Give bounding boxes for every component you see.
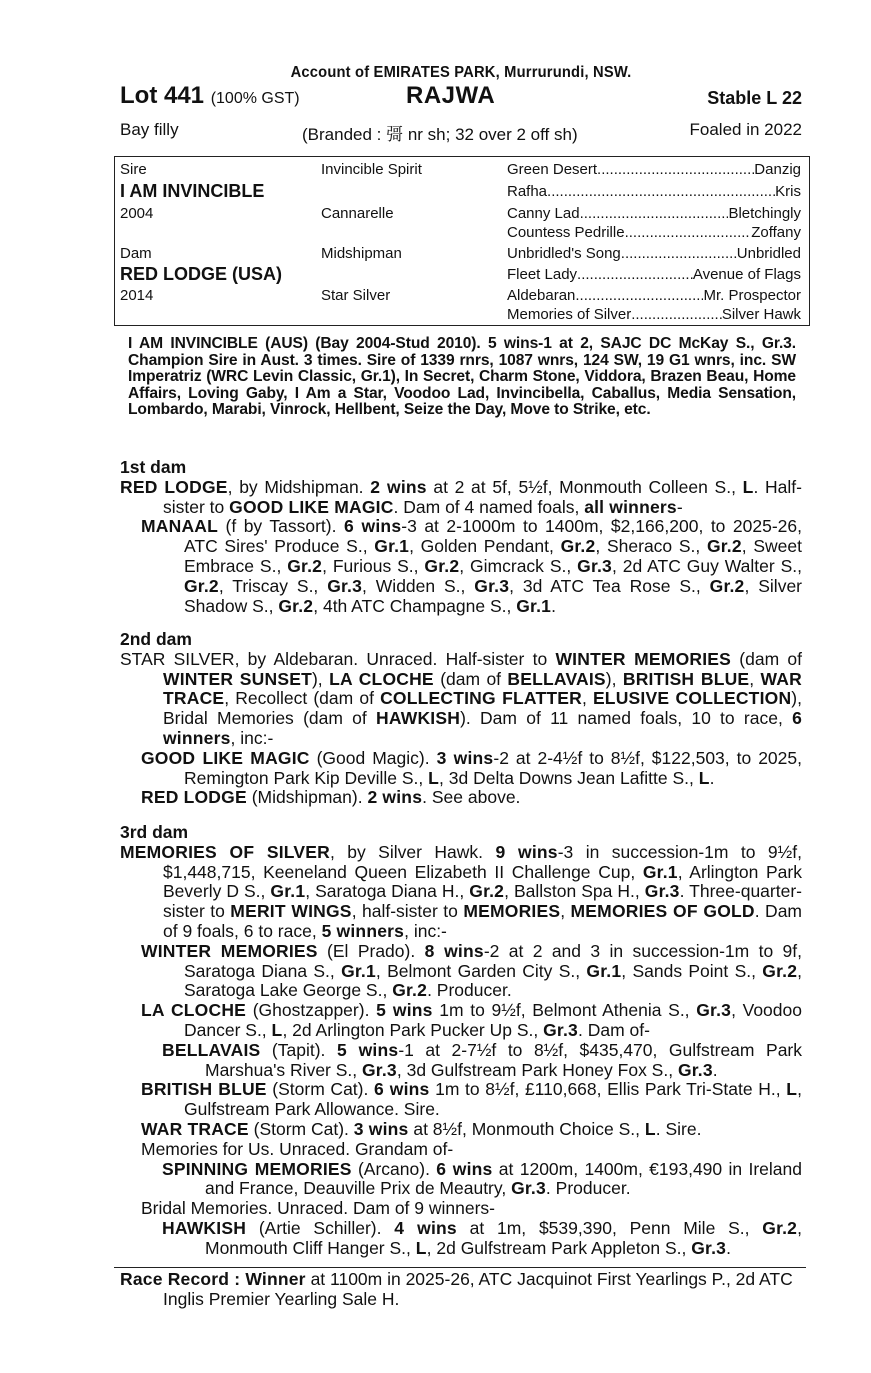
text-run: at 8½f, Monmouth Choice S., bbox=[408, 1118, 645, 1139]
ancestor-sire: Avenue of Flags bbox=[692, 266, 801, 283]
text-run: (dam of bbox=[433, 668, 508, 689]
text-run: , bbox=[560, 901, 571, 922]
bold-run: L bbox=[644, 1118, 656, 1139]
text-run: , Recollect (dam of bbox=[224, 688, 381, 709]
bold-run: Gr.2 bbox=[392, 980, 428, 1001]
section-heading: 1st dam bbox=[120, 457, 187, 477]
bold-run: WINTER SUNSET bbox=[163, 668, 312, 689]
progeny-paragraph bbox=[120, 749, 802, 789]
text-run: , Sweet Embrace S., bbox=[184, 536, 802, 576]
ancestor-sire: Danzig bbox=[754, 161, 801, 178]
text-run: . Dam of 9 foals, 6 to race, bbox=[163, 901, 802, 941]
divider bbox=[114, 1267, 806, 1268]
text-run: , Voodoo Dancer S., bbox=[184, 1000, 802, 1040]
text-run: Memories for Us. Unraced. Grandam of- bbox=[141, 1138, 454, 1159]
text-run: at 1200m, 1400m, €193,490 in Ireland and France, Deauville Prix de Meautry, bbox=[205, 1158, 802, 1199]
text-run: Bridal Memories. Unraced. Dam of 9 winners- bbox=[141, 1198, 496, 1219]
ancestor: Rafha bbox=[507, 183, 548, 200]
text-run: , Belmont Garden City S., bbox=[375, 960, 587, 981]
text-run: , Sheraco S., bbox=[595, 536, 707, 557]
progeny-paragraph bbox=[120, 942, 802, 1001]
ancestor: Memories of Silver bbox=[507, 306, 632, 323]
text-run: . Three-quarter-sister to bbox=[163, 881, 802, 922]
text-run: , 3d Delta Downs Jean Lafitte S., bbox=[439, 767, 699, 788]
bold-run: 3 wins bbox=[353, 1118, 409, 1139]
text-run: . bbox=[726, 1237, 731, 1258]
bold-run: BELLAVAIS bbox=[162, 1039, 261, 1060]
bold-run: Gr.2 bbox=[287, 555, 323, 576]
bold-run: Gr.3 bbox=[696, 1000, 732, 1021]
text-run: , Widden S., bbox=[362, 575, 475, 596]
text-run: . Dam of- bbox=[577, 1019, 650, 1040]
ancestor-row bbox=[507, 183, 801, 200]
section-heading: 2nd dam bbox=[120, 629, 192, 649]
text-run: . Producer. bbox=[427, 980, 512, 1001]
bold-run: Gr.2 bbox=[706, 536, 742, 557]
bold-run: Gr.2 bbox=[424, 555, 460, 576]
text-run: . See above. bbox=[422, 787, 521, 808]
section-heading: 3rd dam bbox=[120, 822, 189, 842]
progeny-paragraph bbox=[120, 1199, 802, 1219]
bold-run: GOOD LIKE MAGIC bbox=[229, 496, 394, 517]
text-run: 1m to 8½f, £110,668, Ellis Park Tri-State H., bbox=[429, 1079, 787, 1100]
ancestor-row bbox=[507, 287, 801, 304]
ancestor: Countess Pedrille bbox=[507, 224, 625, 241]
bold-run: Gr.3 bbox=[327, 575, 363, 596]
ancestor: Canny Lad bbox=[507, 205, 580, 222]
text-run: at 1m, $539,390, Penn Mile S., bbox=[456, 1217, 763, 1238]
text-run: - bbox=[676, 496, 683, 517]
bold-run: RED LODGE bbox=[141, 787, 247, 808]
leader-dots bbox=[631, 306, 722, 323]
bold-run: 6 wins bbox=[374, 1079, 430, 1100]
dam-paragraph bbox=[120, 843, 802, 942]
leader-dots bbox=[577, 266, 693, 283]
bold-run: RED LODGE bbox=[120, 476, 228, 497]
bold-run: MEMORIES OF SILVER bbox=[120, 841, 330, 862]
bold-run: 6 wins bbox=[436, 1158, 493, 1179]
bold-run: MEMORIES OF GOLD bbox=[570, 901, 755, 922]
text-run: , 2d Arlington Park Pucker Up S., bbox=[282, 1019, 544, 1040]
ancestor: Unbridled's Song bbox=[507, 245, 621, 262]
text-run: (Tapit). bbox=[260, 1039, 337, 1060]
bold-run: WAR TRACE bbox=[163, 668, 802, 709]
text-run: , Silver Shadow S., bbox=[184, 575, 802, 616]
text-run: . Dam of 4 named foals, bbox=[393, 496, 585, 517]
text-run: , Sands Point S., bbox=[621, 960, 763, 981]
bold-run: Gr.1 bbox=[374, 536, 410, 557]
text-run: (Storm Cat). bbox=[248, 1118, 354, 1139]
text-run: , inc:- bbox=[230, 727, 274, 748]
bold-run: Gr.3 bbox=[691, 1237, 727, 1258]
text-run: , 4th ATC Champagne S., bbox=[313, 595, 517, 616]
text-run: -3 in succession-1m to 9½f, $1,448,715, Keeneland Queen Elizabeth II Challenge Cup, bbox=[163, 841, 802, 882]
bold-run: 8 wins bbox=[424, 940, 484, 961]
bold-run: Gr.1 bbox=[270, 881, 306, 902]
bold-run: BRITISH BLUE bbox=[141, 1079, 267, 1100]
ancestor-sire: Silver Hawk bbox=[721, 306, 801, 323]
text-run: STAR SILVER, by Aldebaran. Unraced. Half-sister to bbox=[120, 648, 556, 669]
pedigree-table bbox=[114, 156, 810, 326]
progeny-paragraph bbox=[120, 1041, 802, 1081]
bold-run: MEMORIES bbox=[463, 901, 561, 922]
text-run: , 2d ATC Guy Walter S., bbox=[612, 555, 802, 576]
ancestor: Green Desert bbox=[507, 161, 598, 178]
bold-run: 2 wins bbox=[370, 476, 427, 497]
third-dam-section bbox=[120, 823, 802, 1259]
text-run: , 2d Gulfstream Park Appleton S., bbox=[426, 1237, 692, 1258]
ancestor-sire: Mr. Prospector bbox=[703, 287, 801, 304]
bold-run: Gr.2 bbox=[762, 960, 798, 981]
bold-run: L bbox=[415, 1237, 427, 1258]
bold-run: WINTER MEMORIES bbox=[141, 940, 318, 961]
progeny-paragraph bbox=[120, 1140, 802, 1160]
text-run: . bbox=[709, 767, 715, 788]
horse-sex: Bay filly bbox=[120, 120, 179, 139]
leader-dots bbox=[575, 287, 703, 304]
leader-dots bbox=[580, 205, 729, 222]
leader-dots bbox=[547, 183, 775, 200]
horse-name: RAJWA bbox=[406, 82, 496, 109]
text-run: , Triscay S., bbox=[218, 575, 328, 596]
bold-run: Gr.1 bbox=[642, 861, 678, 882]
text-run: (Storm Cat). bbox=[266, 1079, 374, 1100]
bold-run: LA CLOCHE bbox=[141, 1000, 247, 1021]
bold-run: L bbox=[271, 1019, 283, 1040]
bold-run: BRITISH BLUE bbox=[622, 668, 750, 689]
bold-run: 6 winners bbox=[163, 708, 802, 748]
text-run: , Saratoga Diana H., bbox=[305, 881, 470, 902]
bold-run: 4 wins bbox=[394, 1217, 457, 1238]
text-run: , inc:- bbox=[404, 920, 447, 941]
text-run: (Ghostzapper). bbox=[246, 1000, 377, 1021]
text-run: -3 at 2-1000m to 1400m, $2,166,200, to 2025-26, ATC Sires' Produce S., bbox=[184, 516, 802, 557]
progeny-paragraph bbox=[120, 1001, 802, 1041]
text-run: (dam of bbox=[731, 648, 802, 669]
text-run: , Arlington Park Beverly D S., bbox=[163, 861, 802, 902]
bold-run: 5 wins bbox=[336, 1039, 399, 1060]
bold-run: Gr.2 bbox=[278, 595, 314, 616]
bold-run: Gr.2 bbox=[560, 536, 596, 557]
text-run: 1m to 9½f, Belmont Athenia S., bbox=[432, 1000, 697, 1021]
sire-sire: Invincible Spirit bbox=[321, 161, 422, 178]
ancestor-row bbox=[507, 306, 801, 323]
first-dam-section bbox=[120, 458, 802, 616]
text-run: (Arcano). bbox=[351, 1158, 437, 1179]
text-run: . bbox=[712, 1059, 718, 1080]
race-record bbox=[120, 1270, 802, 1310]
text-run: , Saratoga Lake George S., bbox=[184, 960, 803, 1001]
text-run: (Good Magic). bbox=[309, 747, 437, 768]
bold-run: Gr.3 bbox=[474, 575, 510, 596]
text-run: . Sire. bbox=[655, 1118, 702, 1139]
ancestor-sire: Zoffany bbox=[751, 224, 801, 241]
leader-dots bbox=[625, 224, 752, 241]
text-run: , half-sister to bbox=[351, 901, 464, 922]
progeny-paragraph bbox=[120, 517, 802, 616]
text-run: , by Silver Hawk. bbox=[329, 841, 496, 862]
bold-run: L bbox=[428, 767, 440, 788]
progeny-paragraph bbox=[120, 788, 802, 808]
bold-run: BELLAVAIS bbox=[507, 668, 606, 689]
dam-paragraph bbox=[120, 650, 802, 749]
bold-run: WAR TRACE bbox=[141, 1118, 249, 1139]
bold-run: MANAAL bbox=[141, 516, 219, 537]
bold-run: Gr.3 bbox=[543, 1019, 578, 1040]
ancestor-row bbox=[507, 161, 801, 178]
text-run: . bbox=[551, 595, 556, 616]
progeny-paragraph bbox=[120, 1120, 802, 1140]
second-dam-section bbox=[120, 630, 802, 808]
text-run: -2 at 2-4½f to 8½f, $122,503, to 2025, Remington Park Kip Deville S., bbox=[184, 747, 802, 788]
race-record-paragraph bbox=[120, 1270, 802, 1310]
text-run: , Gimcrack S., bbox=[459, 555, 578, 576]
dam-name: RED LODGE (USA) bbox=[120, 264, 282, 284]
sire-summary: I AM INVINCIBLE (AUS) (Bay 2004-Stud 2010). 5 wins-1 at 2, SAJC DC McKay S., Gr.3. Champion Sire in Aust. 3 times. Sire of 1339 rnrs, 1087 wnrs, 124 SW, 19 G1 wnrs, inc. SW Imperatriz (WRC Levin Classic, Gr.1), In Secret, Charm Stone, Viddora, Brazen Beau, Home Affairs, Loving Gaby, I Am a Star, Voodoo Lad, Invincibella, Caballus, Media Sensation, Lombardo, Marabi, Vinrock, Hellbent, Seize the Day, Move to Strike, etc. bbox=[128, 335, 796, 418]
bold-run: 5 wins bbox=[376, 1000, 433, 1021]
catalogue-header bbox=[120, 64, 802, 146]
bold-run: Gr.3 bbox=[577, 555, 612, 576]
text-run: ), bbox=[605, 668, 623, 689]
bold-run: Gr.3 bbox=[362, 1059, 397, 1080]
text-run: . Half-sister to bbox=[163, 476, 802, 517]
text-run: (El Prado). bbox=[317, 940, 425, 961]
bold-run: 9 wins bbox=[495, 841, 558, 862]
text-run: , bbox=[581, 688, 593, 709]
text-run: -1 at 2-7½f to 8½f, $435,470, Gulfstream Park Marshua's River S., bbox=[205, 1039, 803, 1080]
ancestor-sire: Unbridled bbox=[736, 245, 801, 262]
ancestor-sire: Kris bbox=[775, 183, 801, 200]
sire-label: Sire bbox=[120, 161, 147, 178]
bold-run: Gr.3 bbox=[511, 1178, 546, 1199]
text-run: ). Dam of 11 named foals, 10 to race, bbox=[460, 708, 793, 729]
bold-run: ELUSIVE COLLECTION bbox=[592, 688, 792, 709]
text-run: , 3d Gulfstream Park Honey Fox S., bbox=[396, 1059, 678, 1080]
bold-run: Gr.2 bbox=[184, 575, 219, 596]
lot-number bbox=[120, 82, 300, 110]
gst-note: (100% GST) bbox=[210, 90, 300, 107]
text-run: , Gulfstream Park Allowance. Sire. bbox=[184, 1079, 802, 1120]
ancestor-sire: Bletchingly bbox=[728, 205, 801, 222]
bold-run: WINTER MEMORIES bbox=[555, 648, 732, 669]
bold-run: 2 wins bbox=[367, 787, 423, 808]
text-run: ), bbox=[311, 668, 330, 689]
ancestor: Fleet Lady bbox=[507, 266, 578, 283]
text-run: , by Midshipman. bbox=[227, 476, 371, 497]
bold-run: SPINNING MEMORIES bbox=[162, 1158, 352, 1179]
ancestor: Aldebaran bbox=[507, 287, 576, 304]
text-run: , 3d ATC Tea Rose S., bbox=[509, 575, 710, 596]
text-run: at 1100m in 2025-26, ATC Jacquinot First Yearlings P., 2d ATC Inglis Premier Yearling Sale H. bbox=[163, 1269, 793, 1309]
dam-dam: Star Silver bbox=[321, 287, 391, 304]
progeny-paragraph bbox=[120, 1219, 802, 1259]
bold-run: Gr.3 bbox=[677, 1059, 713, 1080]
bold-run: LA CLOCHE bbox=[329, 668, 434, 689]
text-run: , Ballston Spa H., bbox=[504, 881, 645, 902]
bold-run: all winners bbox=[584, 496, 677, 517]
text-run: (Artie Schiller). bbox=[246, 1217, 395, 1238]
bold-run: Gr.1 bbox=[516, 595, 552, 616]
text-run: (Midshipman). bbox=[246, 787, 368, 808]
brand-description: (Branded : 彁 nr sh; 32 over 2 off sh) bbox=[302, 125, 578, 144]
text-run: . Producer. bbox=[545, 1178, 631, 1199]
bold-run: HAWKISH bbox=[376, 708, 461, 729]
text-run: ), Bridal Memories (dam of bbox=[163, 688, 802, 729]
sire-dam: Cannarelle bbox=[321, 205, 394, 222]
bold-run: L bbox=[698, 767, 710, 788]
sire-year: 2004 bbox=[120, 205, 154, 222]
text-run: , Monmouth Cliff Hanger S., bbox=[205, 1217, 802, 1258]
dam-paragraph bbox=[120, 478, 802, 518]
leader-dots bbox=[621, 245, 737, 262]
bold-run: HAWKISH bbox=[162, 1217, 247, 1238]
bold-run: Gr.2 bbox=[762, 1217, 798, 1238]
bold-run: COLLECTING FLATTER bbox=[380, 688, 582, 709]
progeny-paragraph bbox=[120, 1080, 802, 1120]
bold-run: Gr.1 bbox=[586, 960, 622, 981]
dam-sire: Midshipman bbox=[321, 245, 402, 262]
foaled-year: Foaled in 2022 bbox=[689, 120, 802, 139]
bold-run: Gr.1 bbox=[341, 960, 376, 981]
dam-year: 2014 bbox=[120, 287, 154, 304]
dam-label: Dam bbox=[120, 245, 152, 262]
text-run: at 2 at 5f, 5½f, Monmouth Colleen S., bbox=[426, 476, 743, 497]
ancestor-row bbox=[507, 205, 801, 222]
bold-run: Gr.2 bbox=[469, 881, 505, 902]
text-run: , Golden Pendant, bbox=[409, 536, 561, 557]
bold-run: 6 wins bbox=[343, 516, 402, 537]
bold-run: MERIT WINGS bbox=[230, 901, 352, 922]
bold-run: Gr.2 bbox=[709, 575, 745, 596]
leader-dots bbox=[597, 161, 754, 178]
bold-run: GOOD LIKE MAGIC bbox=[141, 747, 310, 768]
ancestor-row bbox=[507, 245, 801, 262]
stable-number: Stable L 22 bbox=[707, 88, 802, 108]
vendor-account: Account of EMIRATES PARK, Murrurundi, NSW. bbox=[290, 64, 632, 81]
bold-run: Race Record : Winner bbox=[120, 1269, 306, 1289]
text-run: , Furious S., bbox=[322, 555, 425, 576]
ancestor-row bbox=[507, 224, 801, 241]
text-run: , bbox=[749, 668, 761, 689]
text-run: (f by Tassort). bbox=[218, 516, 344, 537]
bold-run: L bbox=[786, 1079, 798, 1100]
lot-label: Lot 441 bbox=[120, 82, 205, 109]
ancestor-row bbox=[507, 266, 801, 283]
sire-name: I AM INVINCIBLE bbox=[120, 181, 265, 201]
bold-run: L bbox=[742, 476, 754, 497]
text-run: -2 at 2 and 3 in succession-1m to 9f, Saratoga Diana S., bbox=[184, 940, 803, 981]
progeny-paragraph bbox=[120, 1160, 802, 1200]
bold-run: 5 winners bbox=[321, 920, 405, 941]
bold-run: 3 wins bbox=[436, 747, 494, 768]
bold-run: Gr.3 bbox=[644, 881, 680, 902]
